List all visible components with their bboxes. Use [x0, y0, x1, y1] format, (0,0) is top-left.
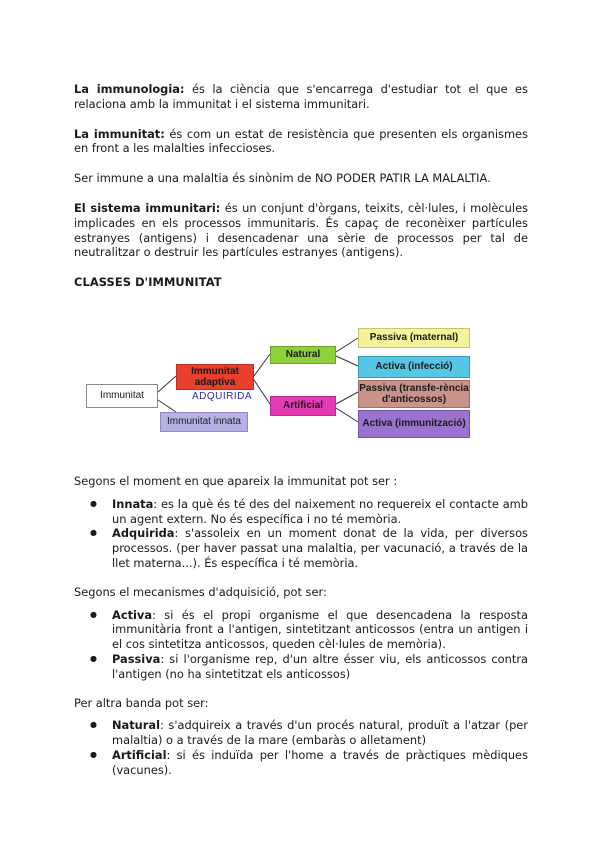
altra-list [74, 718, 528, 777]
paragraph-immune: Ser immune a una malaltia és sinònim de NO PODER PATIR LA MALALTIA. [74, 171, 491, 186]
paragraph-sistema-immunitari [74, 201, 528, 260]
term-artificial: Artificial [112, 747, 167, 762]
definition-immunologia: és la ciència que s'encarrega d'estudiar tot el que es relaciona amb la immunitat i el sistema immunitari. [74, 82, 528, 111]
moment-intro: Segons el moment en que apareix la immunitat pot ser : [74, 473, 398, 488]
term-activa: Activa [112, 607, 153, 622]
text-natural: : s'adquireix a través d'un procés natural, produït a l'atzar (per malaltia) o a través de la mare (embaràs o alletament) [112, 718, 528, 748]
box-passiva-maternal: Passiva (maternal) [358, 328, 470, 348]
list-item-adquirida [112, 526, 528, 570]
section-title: CLASSES D'IMMUNITAT [74, 275, 222, 290]
mecanisme-list [74, 608, 528, 682]
box-immunitat: Immunitat [86, 384, 158, 408]
box-activa-immunitzacio: Activa (immunització) [358, 410, 470, 438]
definition-sistema-immunitari: és un conjunt d'òrgans, teixits, cèl·lules, i molècules implicades en els processos immunitaris. És capaç de reconèixer partícules estranyes (antigens) i desencadenar una sèrie de processos per tal de neutralitzar o destruir les partícules estranyes (antigens). [74, 200, 529, 260]
box-passiva-transferencia: Passiva (transfe-rència d'anticossos) [358, 380, 470, 408]
term-natural: Natural [112, 718, 160, 733]
list-item-artificial [112, 748, 528, 778]
altra-intro: Per altra banda pot ser: [74, 695, 209, 710]
text-adquirida: : s'assoleix en un moment donat de la vida, per diversos processos. (per haver passat una malaltia, per vacunació, a través de la llet materna...). És específica i té memòria. [112, 526, 528, 570]
list-item-activa [112, 608, 528, 652]
text-innata: : es la què és té des del naixement no requereix el contacte amb un agent extern. No és específica i no té memòria. [112, 496, 528, 526]
term-adquirida: Adquirida [112, 526, 175, 541]
term-immunitat: La immunitat: [74, 126, 165, 141]
term-passiva: Passiva [112, 651, 161, 666]
paragraph-immunitat [74, 127, 528, 157]
label-adquirida: ADQUIRIDA [192, 390, 253, 402]
box-immunitat-innata: Immunitat innata [160, 412, 248, 432]
term-innata: Innata [112, 496, 154, 511]
definition-immunitat: és com un estat de resistència que presenten els organismes en front a les malalties infeccioses. [74, 126, 528, 156]
list-item-innata [112, 497, 528, 527]
box-artificial: Artificial [270, 396, 336, 416]
moment-list [74, 497, 528, 571]
box-immunitat-adaptiva: Immunitat adaptiva [176, 364, 254, 390]
text-artificial: : si és induïda per l'home a través de pràctiques mèdiques (vacunes). [112, 747, 528, 777]
paragraph-immunologia [74, 82, 528, 112]
box-natural: Natural [270, 346, 336, 364]
text-activa: : si és el propi organisme el que desencadena la resposta immunitària front a l'antigen, sintetitzant anticossos (entra un antigen i el cos sintetitza anticossos, queden cèl·lules de memòria). [112, 607, 528, 652]
list-item-passiva [112, 652, 528, 682]
list-item-natural [112, 718, 528, 748]
box-activa-infeccio: Activa (infecció) [358, 356, 470, 378]
text-passiva: : si l'organisme rep, d'un altre ésser viu, els anticossos contra l'antigen (no ha sintetitzat els anticossos) [112, 651, 528, 681]
mecanisme-intro: Segons el mecanismes d'adquisició, pot ser: [74, 584, 327, 599]
term-sistema-immunitari: El sistema immunitari: [74, 200, 221, 215]
document-page [74, 82, 528, 792]
term-immunologia: La immunologia: [74, 82, 185, 96]
immunity-classes-diagram [74, 300, 528, 460]
